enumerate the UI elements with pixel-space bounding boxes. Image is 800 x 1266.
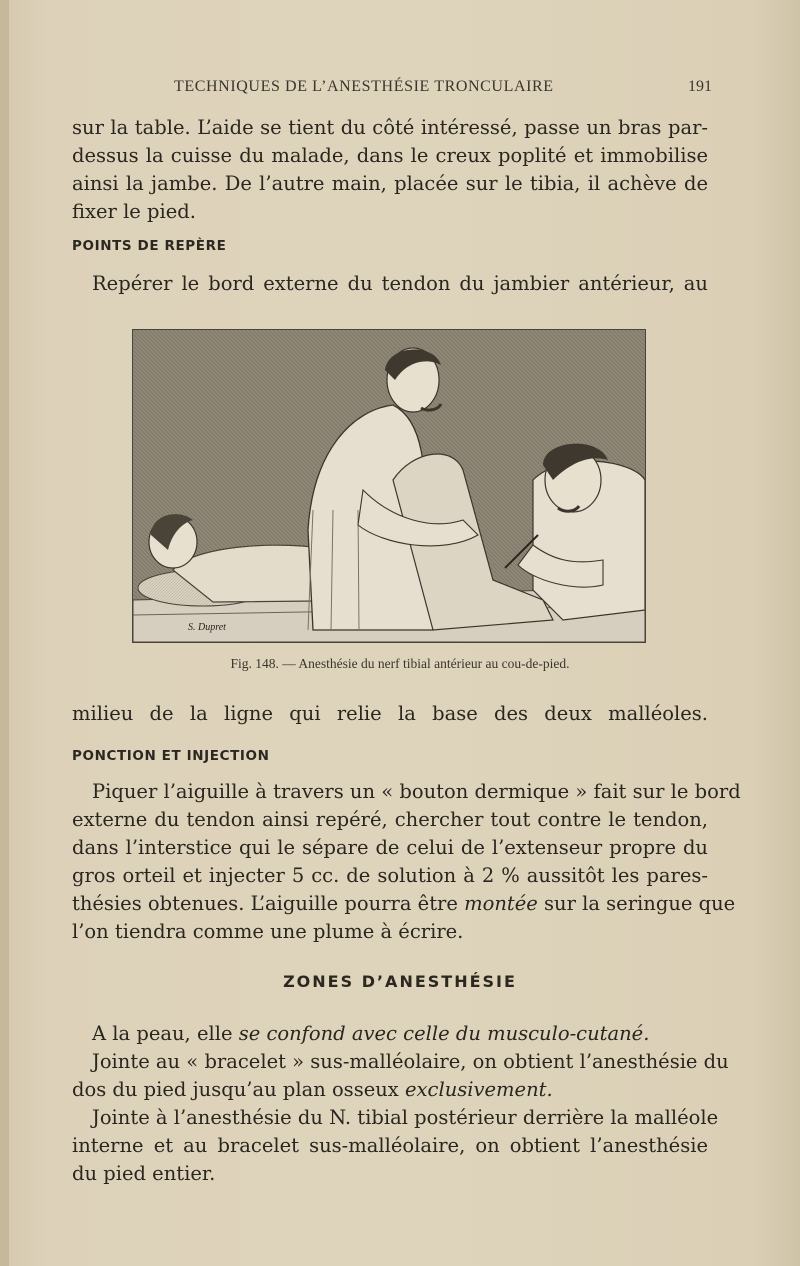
engraving-illustration [133,330,645,642]
text-line: Jointe à l’anesthésie du N. tibial postérieur derrière la malléole [92,1106,719,1129]
heading-ponction-injection: PONCTION ET INJECTION [72,748,270,764]
text-line: Repérer le bord externe du tendon du jambier antérieur, au [92,272,708,295]
figure-caption: Fig. 148. — Anesthésie du nerf tibial antérieur au cou-de-pied. [230,656,570,671]
text-span: A la peau, elle [92,1022,233,1045]
zones-paragraph [72,1020,729,1188]
text-line: du pied entier. [72,1162,216,1185]
figure-illustration [132,329,646,643]
text-line: Jointe au « bracelet » sus-malléolaire, on obtient l’anesthésie du [92,1050,729,1073]
text-line: externe du tendon ainsi repéré, chercher tout contre le tendon, [72,808,708,831]
italic-text: exclusivement. [405,1078,553,1101]
intro-paragraph [72,114,708,226]
text-line: sur la table. L’aide se tient du côté intéressé, passe un bras par- [72,116,708,139]
text-line [72,1076,708,1104]
text-line [72,890,736,918]
text-line: Piquer l’aiguille à travers un « bouton dermique » fait sur le bord [92,780,741,803]
artist-signature: S. Dupret [188,622,226,633]
text-line: gros orteil et injecter 5 cc. de solution à 2 % aussitôt les pares- [72,864,708,887]
text-line [72,1020,708,1048]
heading-points-de-repere: POINTS DE REPÈRE [72,238,227,254]
page-edge [0,0,9,1266]
italic-term: montée [464,892,538,915]
text-span: thésies obtenues. L’aiguille pourra être [72,892,458,915]
section-title-zones: ZONES D’ANESTHÉSIE [283,972,517,991]
points-continuation [72,700,708,728]
running-title: TECHNIQUES DE L’ANESTHÉSIE TRONCULAIRE [174,78,554,95]
text-span: dos du pied jusqu’au plan osseux [72,1078,399,1101]
points-paragraph [72,270,708,298]
ponction-paragraph [72,778,741,946]
text-span: sur la seringue que [544,892,736,915]
running-header [72,76,712,100]
page-number: 191 [688,78,712,95]
text-line: fixer le pied. [72,200,196,223]
italic-text: se confond avec celle du musculo-cutané. [238,1022,650,1045]
text-line: l’on tiendra comme une plume à écrire. [72,920,464,943]
text-line: dans l’interstice qui le sépare de celui de l’extenseur propre du [72,836,708,859]
text-line: ainsi la jambe. De l’autre main, placée sur le tibia, il achève de [72,172,708,195]
text-line: milieu de la ligne qui relie la base des deux malléoles. [72,702,708,725]
text-line: interne et au bracelet sus-malléolaire, on obtient l’anesthésie [72,1134,708,1157]
text-line: dessus la cuisse du malade, dans le creux poplité et immobilise [72,144,708,167]
